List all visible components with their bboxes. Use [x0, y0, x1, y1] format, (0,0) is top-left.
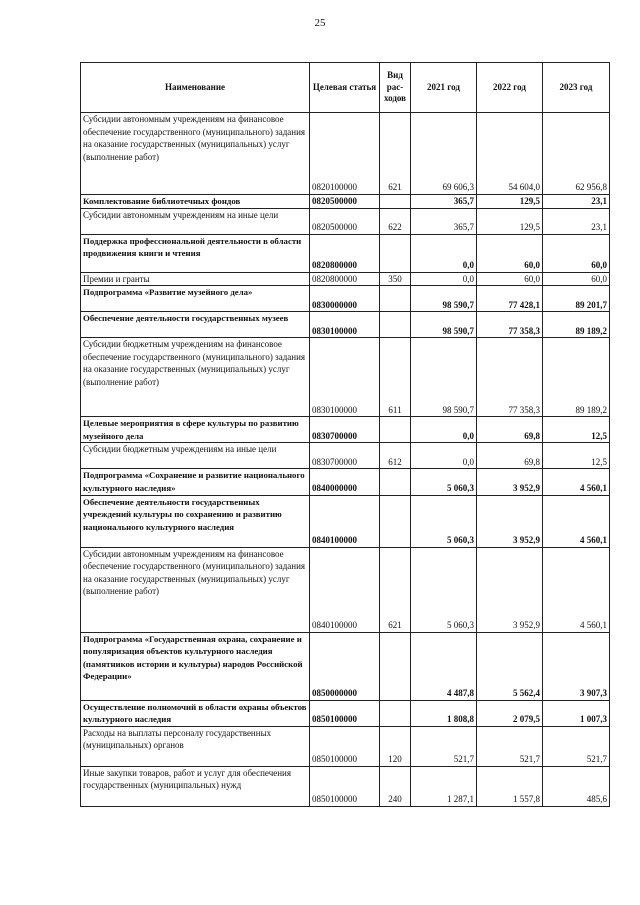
- cell-code: 0820500000: [310, 208, 380, 234]
- cell-2023: 4 560,1: [543, 495, 610, 547]
- cell-code: 0850000000: [310, 632, 380, 700]
- cell-type: 120: [380, 726, 411, 766]
- cell-name: Подпрограмма «Сохранение и развитие национального культурного наследия»: [81, 469, 310, 495]
- cell-code: 0840000000: [310, 469, 380, 495]
- cell-code: 0850100000: [310, 700, 380, 726]
- table-body: [81, 113, 610, 807]
- table-row: [81, 338, 610, 417]
- table-header-row: [81, 63, 610, 113]
- table-row: [81, 700, 610, 726]
- cell-code: 0830000000: [310, 286, 380, 312]
- cell-name: Субсидии бюджетным учреждениям на иные цели: [81, 443, 310, 469]
- cell-code: 0820500000: [310, 195, 380, 209]
- table-row: [81, 443, 610, 469]
- cell-2022: 77 428,1: [477, 286, 543, 312]
- cell-name: Осуществление полномочий в области охраны объектов культурного наследия: [81, 700, 310, 726]
- cell-2022: 5 562,4: [477, 632, 543, 700]
- table-row: [81, 195, 610, 209]
- cell-2022: 521,7: [477, 726, 543, 766]
- cell-2022: 3 952,9: [477, 547, 543, 632]
- cell-type: 350: [380, 272, 411, 286]
- cell-code: 0830700000: [310, 443, 380, 469]
- cell-2023: 4 560,1: [543, 469, 610, 495]
- cell-type: [380, 195, 411, 209]
- cell-2023: 23,1: [543, 208, 610, 234]
- cell-2021: 1 287,1: [411, 766, 477, 806]
- cell-2021: 5 060,3: [411, 547, 477, 632]
- cell-2021: 365,7: [411, 195, 477, 209]
- cell-name: Субсидии автономным учреждениям на финансовое обеспечение государственного (муниципального) задания на оказание государственных (муниципальных) услуг (выполнение работ): [81, 113, 310, 195]
- table-row: [81, 547, 610, 632]
- cell-type: [380, 700, 411, 726]
- cell-name: Подпрограмма «Развитие музейного дела»: [81, 286, 310, 312]
- cell-code: 0830700000: [310, 417, 380, 443]
- cell-2023: 12,5: [543, 443, 610, 469]
- header-name: Наименование: [81, 63, 310, 113]
- cell-2021: 69 606,3: [411, 113, 477, 195]
- cell-2023: 12,5: [543, 417, 610, 443]
- cell-name: Премии и гранты: [81, 272, 310, 286]
- cell-type: 612: [380, 443, 411, 469]
- cell-type: [380, 286, 411, 312]
- cell-2022: 129,5: [477, 208, 543, 234]
- table-row: [81, 272, 610, 286]
- cell-2023: 60,0: [543, 234, 610, 272]
- cell-2023: 485,6: [543, 766, 610, 806]
- cell-2023: 4 560,1: [543, 547, 610, 632]
- cell-2022: 1 557,8: [477, 766, 543, 806]
- cell-2022: 77 358,3: [477, 338, 543, 417]
- cell-2022: 129,5: [477, 195, 543, 209]
- cell-type: 622: [380, 208, 411, 234]
- table-row: [81, 234, 610, 272]
- cell-type: [380, 495, 411, 547]
- table-row: [81, 495, 610, 547]
- cell-2023: 89 201,7: [543, 286, 610, 312]
- cell-code: 0850100000: [310, 766, 380, 806]
- cell-2021: 521,7: [411, 726, 477, 766]
- cell-2023: 3 907,3: [543, 632, 610, 700]
- cell-2021: 98 590,7: [411, 312, 477, 338]
- cell-2022: 77 358,3: [477, 312, 543, 338]
- cell-2022: 60,0: [477, 234, 543, 272]
- cell-type: 621: [380, 113, 411, 195]
- cell-2021: 0,0: [411, 443, 477, 469]
- cell-2023: 23,1: [543, 195, 610, 209]
- cell-2023: 62 956,8: [543, 113, 610, 195]
- cell-2021: 365,7: [411, 208, 477, 234]
- cell-code: 0820800000: [310, 272, 380, 286]
- cell-name: Расходы на выплаты персоналу государственных (муниципальных) органов: [81, 726, 310, 766]
- cell-2022: 60,0: [477, 272, 543, 286]
- table-row: [81, 286, 610, 312]
- cell-2022: 3 952,9: [477, 495, 543, 547]
- cell-type: [380, 417, 411, 443]
- cell-name: Субсидии автономным учреждениям на финансовое обеспечение государственного (муниципального) задания на оказание государственных (муниципальных) услуг (выполнение работ): [81, 547, 310, 632]
- cell-type: [380, 312, 411, 338]
- cell-2021: 0,0: [411, 417, 477, 443]
- table-row: [81, 417, 610, 443]
- cell-2021: 5 060,3: [411, 469, 477, 495]
- cell-name: Обеспечение деятельности государственных музеев: [81, 312, 310, 338]
- cell-code: 0830100000: [310, 312, 380, 338]
- table-row: [81, 113, 610, 195]
- cell-2021: 4 487,8: [411, 632, 477, 700]
- cell-type: [380, 234, 411, 272]
- cell-2023: 89 189,2: [543, 338, 610, 417]
- cell-name: Субсидии автономным учреждениям на иные цели: [81, 208, 310, 234]
- cell-2021: 98 590,7: [411, 338, 477, 417]
- table-row: [81, 469, 610, 495]
- cell-code: 0830100000: [310, 338, 380, 417]
- table-row: [81, 632, 610, 700]
- cell-code: 0840100000: [310, 547, 380, 632]
- header-type: Вид рас-ходов: [380, 63, 411, 113]
- cell-2021: 98 590,7: [411, 286, 477, 312]
- page-number: 25: [314, 17, 326, 29]
- cell-2023: 60,0: [543, 272, 610, 286]
- cell-code: 0840100000: [310, 495, 380, 547]
- header-2021: 2021 год: [411, 63, 477, 113]
- cell-2021: 1 808,8: [411, 700, 477, 726]
- cell-2021: 0,0: [411, 234, 477, 272]
- cell-2021: 5 060,3: [411, 495, 477, 547]
- cell-2022: 54 604,0: [477, 113, 543, 195]
- cell-name: Иные закупки товаров, работ и услуг для обеспечения государственных (муниципальных) нужд: [81, 766, 310, 806]
- cell-type: [380, 469, 411, 495]
- header-2023: 2023 год: [543, 63, 610, 113]
- cell-2022: 69,8: [477, 443, 543, 469]
- header-2022: 2022 год: [477, 63, 543, 113]
- table-row: [81, 312, 610, 338]
- cell-type: 621: [380, 547, 411, 632]
- cell-name: Обеспечение деятельности государственных учреждений культуры по сохранению и развитию национального культурного наследия: [81, 495, 310, 547]
- cell-2022: 3 952,9: [477, 469, 543, 495]
- budget-table: [80, 62, 610, 807]
- cell-2023: 521,7: [543, 726, 610, 766]
- cell-type: 240: [380, 766, 411, 806]
- cell-name: Субсидии бюджетным учреждениям на финансовое обеспечение государственного (муниципального) задания на оказание государственных (муниципальных) услуг (выполнение работ): [81, 338, 310, 417]
- cell-type: 611: [380, 338, 411, 417]
- table-row: [81, 208, 610, 234]
- table-row: [81, 726, 610, 766]
- cell-name: Комплектование библиотечных фондов: [81, 195, 310, 209]
- header-code: Целевая статья: [310, 63, 380, 113]
- cell-code: 0820100000: [310, 113, 380, 195]
- cell-name: Поддержка профессиональной деятельности в области продвижения книги и чтения: [81, 234, 310, 272]
- table-row: [81, 766, 610, 806]
- cell-2022: 69,8: [477, 417, 543, 443]
- cell-name: Подпрограмма «Государственная охрана, сохранение и популяризация объектов культурного наследия (памятников истории и культуры) народов Российской Федерации»: [81, 632, 310, 700]
- cell-code: 0850100000: [310, 726, 380, 766]
- cell-2021: 0,0: [411, 272, 477, 286]
- cell-2022: 2 079,5: [477, 700, 543, 726]
- cell-name: Целевые мероприятия в сфере культуры по развитию музейного дела: [81, 417, 310, 443]
- cell-2023: 1 007,3: [543, 700, 610, 726]
- cell-2023: 89 189,2: [543, 312, 610, 338]
- cell-code: 0820800000: [310, 234, 380, 272]
- cell-type: [380, 632, 411, 700]
